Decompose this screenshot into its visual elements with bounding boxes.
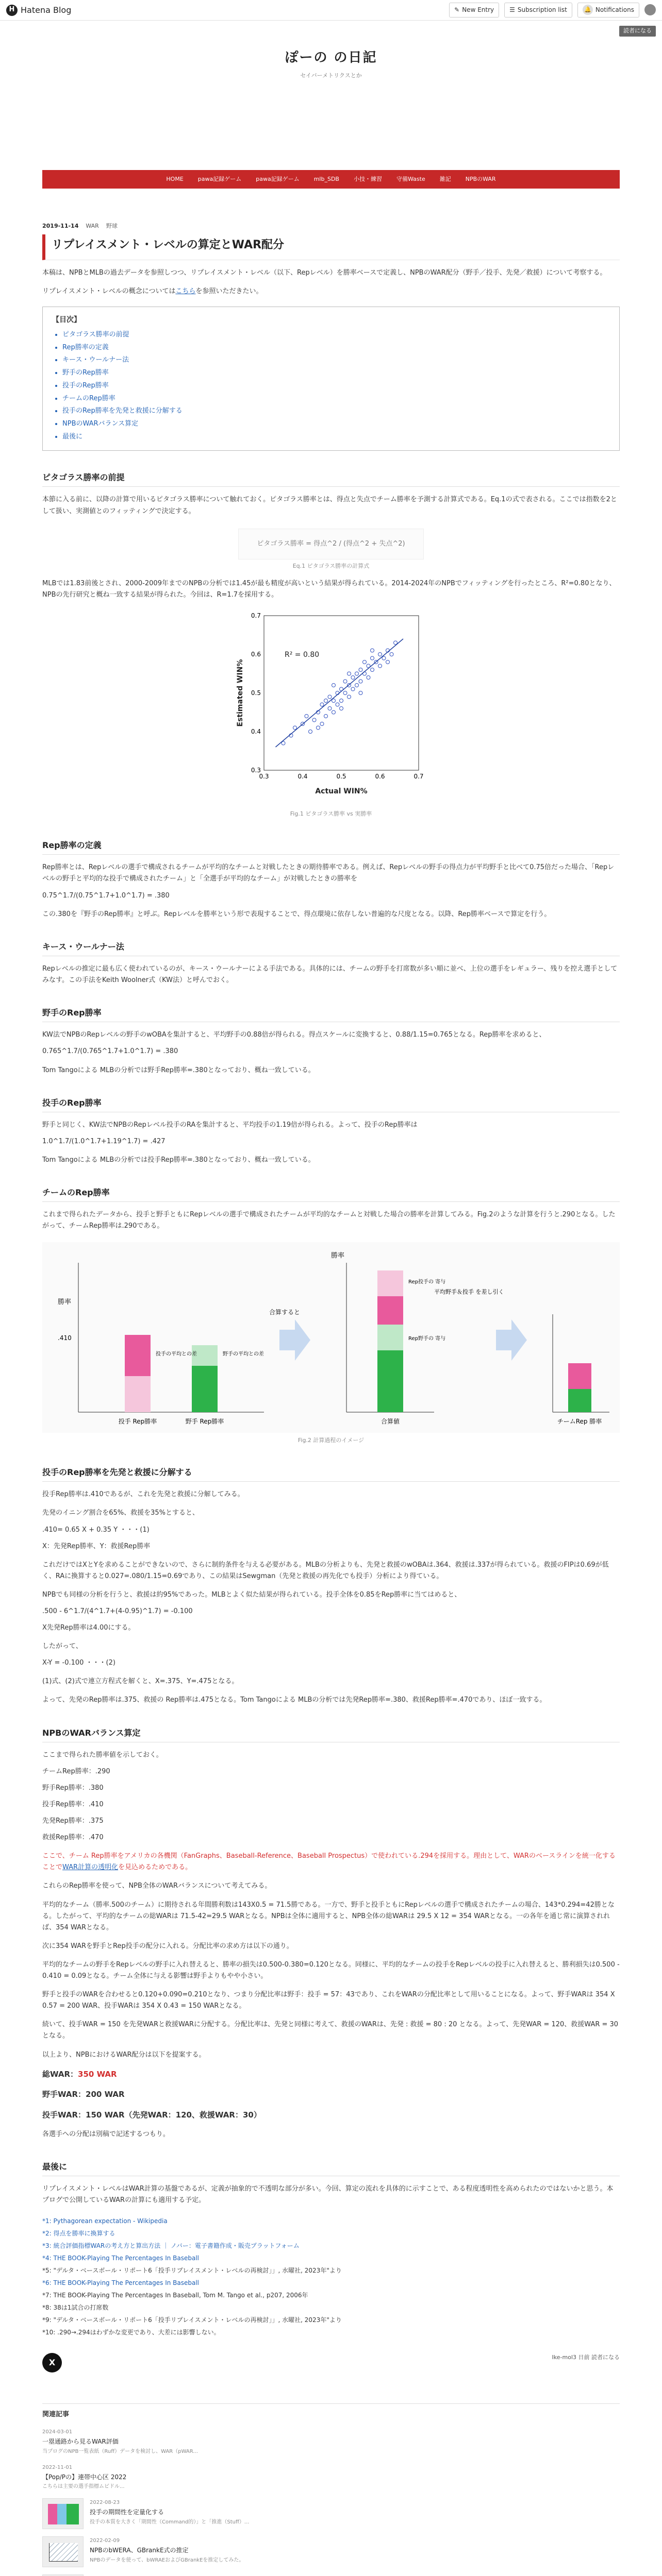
- bar-annotation: 平均野手＆投手 を差し引く: [434, 1289, 504, 1296]
- equation: .410= 0.65 X + 0.35 Y ・・・(1): [42, 1526, 150, 1534]
- highlight-text: を見込めるためである。: [118, 1863, 192, 1872]
- paragraph: 次に354 WARを野手とRep投手の配分に入れる。分配比率の求め方は以下の通り。: [42, 1942, 293, 1950]
- nav-item[interactable]: 守備Waste: [396, 175, 425, 182]
- section-heading: ピタゴラス勝率の前提: [42, 470, 620, 487]
- summary-fielder-war: [42, 2088, 620, 2102]
- related-text: [42, 2463, 126, 2491]
- nav-item[interactable]: NPBのWAR: [465, 175, 496, 182]
- related-date: 2024-03-01: [42, 2429, 73, 2435]
- paragraph: (1)式、(2)式で連立方程式を解くと、X=.375、Y=.475となる。: [42, 1677, 239, 1686]
- bar-segment: [568, 1389, 591, 1412]
- toc-item[interactable]: • 野手のRep勝率: [62, 367, 610, 380]
- equation-note: X：先発Rep勝率、Y：救援Rep勝率: [42, 1542, 151, 1550]
- top-bar: [0, 0, 662, 21]
- bar-label: 野手 Rep勝率: [185, 1418, 224, 1426]
- subscription-list-button[interactable]: [504, 3, 572, 17]
- bar-label: 投手 Rep勝率: [118, 1418, 157, 1426]
- bar-annotation: Rep投手の 寄与: [408, 1279, 446, 1285]
- related-date: 2022-11-01: [42, 2464, 73, 2470]
- section-heading: チームのRep勝率: [42, 1185, 620, 1202]
- x-axis-label: Actual WIN%: [315, 787, 368, 795]
- toc-item[interactable]: • NPBのWARバランス算定: [62, 418, 610, 431]
- summary-total-war: [42, 2068, 620, 2081]
- toc-item[interactable]: • 投手のRep勝率: [62, 380, 610, 393]
- footnotes: [42, 2215, 620, 2338]
- toc-item[interactable]: • 最後に: [62, 431, 610, 444]
- bar-segment: [377, 1296, 403, 1325]
- entry-footer-meta: Ike-mol3 日前 読者になる: [552, 2353, 620, 2361]
- category-tag[interactable]: 野球: [106, 223, 118, 229]
- value-line: 救援Rep勝率：.470: [42, 1834, 104, 1842]
- bar-segment: [568, 1363, 591, 1389]
- value-line: 投手Rep勝率：.410: [42, 1801, 104, 1808]
- related-desc: 当プログのNPB一覧表紙（Ruff）データを検討し、WAR（pWAR...: [42, 2448, 198, 2454]
- value-line: チームRep勝率：.290: [42, 1767, 110, 1775]
- related-item[interactable]: [42, 2463, 620, 2491]
- entry-title[interactable]: リプレイスメント・レベルの算定とWAR配分: [42, 234, 620, 260]
- related-desc: こちらは主要の選手指標ムビドル...: [42, 2484, 125, 2490]
- paragraph: 各選手への分配は別稿で記述するつもり。: [42, 2130, 170, 2139]
- paragraph: Rep勝率とは、Repレベルの選手で構成されるチームが平均的なチームと対戦したときの期待勝率である。例えば、Repレベルの野手の得点力が平均野手と比べて0.75倍だった場合、「Repレベルの野手と平均的な投手で構成されたチーム」と「全選手が平均的なチーム」が対戦したときの勝率を: [42, 863, 615, 883]
- summary-pitcher-war: 投手WAR：150 WAR（先発WAR：120、救援WAR：30）: [42, 2110, 261, 2120]
- section-heading: キース・ウールナー法: [42, 940, 620, 956]
- related-thumbnail[interactable]: [42, 2536, 84, 2567]
- x-tick-label: 0.7: [413, 772, 424, 780]
- paragraph: ここまで得られた勝率値を示しておく。: [42, 1751, 163, 1759]
- inline-link[interactable]: WAR計算の透明化: [62, 1863, 119, 1872]
- footnote[interactable]: *1: Pythagorean expectation - Wikipedia: [42, 2217, 168, 2225]
- paragraph: この.380を『野手のRep勝率』と呼ぶ。Repレベルを勝率という形で表現することで、得点環境に依存しない普遍的な尺度となる。以降、Rep勝率ベースで算定を行う。: [42, 910, 551, 918]
- formula-image: ピタゴラス勝率 = 得点^2 / (得点^2 + 失点^2): [238, 529, 424, 560]
- highlight-text: ここで、チーム Rep勝率をアメリカの各機関（FanGraphs、Baseball-Reference、Baseball Prospectus）で使われている.294を採用する。理由として、WARのベースラインを統一化することで: [42, 1852, 616, 1872]
- equation: 0.765^1.7/(0.765^1.7+1.0^1.7) = .380: [42, 1047, 178, 1056]
- related-text: [90, 2498, 249, 2526]
- bar-label: 合算値: [380, 1418, 400, 1426]
- hatena-logo-icon: H: [6, 5, 18, 16]
- toc-item[interactable]: • 投手のRep勝率を先発と救援に分解する: [62, 405, 610, 418]
- paragraph: 投手Rep勝率は.410であるが、これを先発と救援に分解してみる。: [42, 1490, 244, 1499]
- paragraph: Tom Tangoによる MLBの分析では野手Rep勝率=.380となっており、概ね一致している。: [42, 1066, 315, 1074]
- related-thumbnail[interactable]: [42, 2498, 84, 2529]
- figure-caption: Fig.1 ピタゴラス勝率 vs 実勝率: [290, 810, 372, 817]
- new-entry-button[interactable]: [449, 3, 499, 17]
- footnote[interactable]: *6: THE BOOK-Playing The Percentages In Baseball: [42, 2279, 200, 2286]
- bar-annotation: 投手の平均との差: [156, 1351, 197, 1358]
- paragraph: 以上より、NPBにおけるWAR配分は以下を提案する。: [42, 2050, 206, 2059]
- paragraph: Repレベルの推定に最も広く使われているのが、キース・ウールナーによる手法である。具体的には、チームの野手を打席数が多い順に並べ、上位の選手をレギュラー、残りを控え選手としてみなす。この手法をKeith Woolner式（KW法）と呼んでおく。: [42, 964, 618, 985]
- toc-item[interactable]: • Rep勝率の定義: [62, 342, 610, 354]
- user-avatar[interactable]: [644, 4, 656, 15]
- x-tick-label: 0.5: [336, 772, 346, 780]
- blog-header: [0, 21, 662, 98]
- figure-caption: Fig.2 計算過程のイメージ: [297, 1437, 365, 1444]
- notifications-label: Notifications: [595, 6, 634, 14]
- related-title[interactable]: 一塁通路から見るWAR評価: [42, 2438, 119, 2446]
- paragraph: リプレイスメント・レベルはWAR計算の基盤であるが、定義が抽象的で不透明な部分が多い。今回、算定の流れを具体的に示すことで、ある程度透明性を高められたのではないかと思う。本プログで公開しているWARの計算にも適用する予定。: [42, 2185, 614, 2205]
- intro-paragraph: [42, 286, 620, 297]
- global-nav: [42, 170, 620, 189]
- bar-segment: [377, 1270, 403, 1296]
- paragraph: 本節に入る前に、以降の計算で用いるピタゴラス勝率について触れておく。ピタゴラス勝率とは、得点と失点でチーム勝率を予測する計算式である。Eq.1の式で表される。ここでは指数を2として扱い、実測値とのフィッティングで決定する。: [42, 496, 617, 515]
- paragraph: 野手と同じく、KW法でNPBのRepレベル投手のRAを集計すると、平均投手の1.19倍が得られる。よって、投手のRep勝率は: [42, 1121, 418, 1129]
- section-heading: 投手のRep勝率を先発と救援に分解する: [42, 1465, 620, 1482]
- value-label: .410: [58, 1334, 72, 1342]
- table-of-contents: [42, 307, 620, 451]
- paragraph: KW法でNPBのRepレベルの野手のwOBAを集計すると、平均野手の0.88倍が得られる。得点スケールに変換すると、0.88/1.15=0.765となる。Rep勝率を求めると、: [42, 1031, 546, 1039]
- nav-item[interactable]: pawa記録ゲーム: [197, 175, 242, 182]
- related-date: 2022-08-23: [90, 2500, 120, 2506]
- equation: 0.75^1.7/(0.75^1.7+1.0^1.7) = .380: [42, 891, 170, 900]
- paragraph: [42, 1851, 620, 1873]
- diagram-label: 勝率: [58, 1298, 72, 1307]
- nav-item[interactable]: 雑記: [439, 175, 451, 182]
- footnote: *7: THE BOOK-Playing The Percentages In Baseball, Tom M. Tango et al., p207, 2006年: [42, 2291, 308, 2299]
- text: 総WAR：: [42, 2069, 78, 2079]
- section-heading: 投手のRep勝率: [42, 1096, 620, 1112]
- related-entries: [42, 2403, 620, 2576]
- arrow-icon: [496, 1319, 527, 1361]
- paragraph: 続いて、投手WAR = 150 を先発WARと救援WARに分配する。分配比率は、先発と同様に考えて、救援のWARは、先発 : 救援 = 80 : 20 となる。よって、先発WAR = 120、救援WAR = 30 となる。: [42, 2021, 619, 2040]
- intro-paragraph: 本稿は、NPBとMLBの過去データを参照しつつ、リプレイスメント・レベル（以下、Repレベル）を勝率ベースで定義し、NPBのWAR配分（野手／投手、先発／救援）について考察する。: [42, 269, 607, 277]
- section-heading: NPBのWARバランス算定: [42, 1726, 620, 1742]
- footnote: *8: 38は1試合の打席数: [42, 2303, 109, 2311]
- nav-item[interactable]: 小技・練習: [353, 175, 382, 182]
- related-title[interactable]: NPBのbWERA、GBrankE式の推定: [90, 2547, 189, 2554]
- x-share-icon[interactable]: X: [42, 2353, 62, 2372]
- plot-frame: [264, 616, 419, 770]
- y-axis-label: Estimated WIN%: [236, 659, 244, 726]
- formula-caption: Eq.1 ピタゴラス勝率の計算式: [292, 562, 370, 569]
- subscribe-reader-button[interactable]: 読者になる: [619, 26, 656, 37]
- entry-date[interactable]: 2019-11-14: [42, 223, 79, 229]
- related-item[interactable]: [42, 2498, 620, 2529]
- nav-item[interactable]: mlb_SDB: [313, 175, 339, 182]
- paragraph: NPBでも同様の分析を行うと、救援は約95%であった。MLBとよく似た結果が得られている。投手全体を0.85をRep勝率に当てはめると、: [42, 1590, 461, 1599]
- subscription-label: Subscription list: [517, 6, 567, 14]
- related-item[interactable]: [42, 2428, 620, 2455]
- toc-title: 【目次】: [52, 316, 81, 325]
- new-entry-label: New Entry: [462, 6, 494, 14]
- text: 350 WAR: [78, 2069, 117, 2079]
- rep-winrate-diagram: [42, 1242, 620, 1433]
- value-line: 先発Rep勝率：.375: [42, 1817, 104, 1825]
- related-heading: 関連記事: [42, 2411, 70, 2419]
- diagram-label: 勝率: [331, 1252, 345, 1260]
- bar-annotation: Rep野手の 寄与: [408, 1336, 446, 1342]
- y-tick-label: 0.5: [251, 689, 261, 697]
- paragraph: したがって、: [42, 1642, 82, 1651]
- toc-item[interactable]: • キース・ウールナー法: [62, 354, 610, 367]
- bar-label: チームRep 勝率: [557, 1418, 602, 1426]
- paragraph: 先発のイニング割合を65%、救援を35%とすると、: [42, 1509, 200, 1517]
- hatena-blog-logo[interactable]: [6, 3, 71, 17]
- entry-meta: [42, 222, 620, 231]
- toc-item[interactable]: • チームのRep勝率: [62, 393, 610, 405]
- equation: 1.0^1.7/(1.0^1.7+1.19^1.7) = .427: [42, 1137, 166, 1145]
- footnote: *10: .290→.294はわずかな変更であり、大差には影響しない。: [42, 2328, 220, 2336]
- value-line: 野手Rep勝率：.380: [42, 1784, 104, 1792]
- blog-title[interactable]: ぽーの の日記: [285, 50, 377, 65]
- scatter-chart: [233, 611, 429, 806]
- section-heading: Rep勝率の定義: [42, 838, 620, 855]
- entry-body: [42, 267, 620, 2338]
- toc-item[interactable]: • ピタゴラス勝率の前提: [62, 329, 610, 342]
- inline-link[interactable]: こちら: [175, 287, 196, 296]
- equation: X-Y = -0.100 ・・・(2): [42, 1659, 115, 1667]
- bar-segment: [377, 1325, 403, 1350]
- r2-annotation: R² = 0.80: [285, 650, 320, 659]
- y-tick-label: 0.3: [251, 766, 261, 774]
- related-text: [42, 2428, 198, 2455]
- text: 野手WAR：: [42, 2090, 86, 2099]
- pencil-icon: ✎: [454, 6, 460, 14]
- entry-main: [42, 222, 620, 2576]
- bell-icon: 🔔: [583, 5, 593, 15]
- paragraph: MLBでは1.83前後とされ、2000-2009年までのNPBの分析では1.45が最も精度が高いという結果が得られている。2014-2024年のNPBでフィッティングを行ったところ、R²=0.80となり、NPBの先行研究と概ね一致する結果が得られた。今回は、R=1.7を採用する。: [42, 580, 616, 599]
- related-desc: 投手の本質を大きく「期間性（Command的）」と「推進（Stuff）...: [90, 2519, 250, 2525]
- footnote: *9: "デルタ・ベースボール・リポート6「投手リプレイスメント・レベルの再検討」」, 水曜社, 2023年"より: [42, 2316, 342, 2324]
- equation: .500 - 6^1.7/(4^1.7+(4-0.95)^1.7) = -0.100: [42, 1607, 193, 1615]
- section-heading: 最後に: [42, 2160, 620, 2176]
- x-tick-label: 0.6: [375, 772, 385, 780]
- paragraph: これだけではXとYを求めることができないので、さらに制約条件を与える必要がある。MLBの分析よりも、先発と救援のwOBAは.364、救援は.337が得られている。救援のFIPは0.69が低く、RAに換算すると0.027=.080/1.15=0.69であり、この結果はSewgman（先発と救援の再先化でも投手）分析により得ている。: [42, 1561, 609, 1580]
- related-title[interactable]: 【Pop/Pの】連帯中心区 2022: [42, 2473, 127, 2481]
- list-icon: ☰: [509, 6, 515, 14]
- blog-description: セイバーメトリクスとか: [300, 72, 362, 79]
- footnote: *5: "デルタ・ベースボール・リポート6「投手リプレイスメント・レベルの再検討」」, 水曜社, 2023年"より: [42, 2266, 342, 2274]
- text: 200 WAR: [86, 2090, 125, 2099]
- footnote[interactable]: *4: THE BOOK-Playing The Percentages In Baseball: [42, 2254, 200, 2262]
- x-tick-label: 0.4: [297, 772, 308, 780]
- y-tick-label: 0.7: [251, 612, 261, 619]
- paragraph: よって、先発のRep勝率は.375、救援の Rep勝率は.475となる。Tom Tangoによる MLBの分析では先発Rep勝率=.380、救援Rep勝率=.470であり、ほぼ一致する。: [42, 1696, 547, 1704]
- paragraph: これまで得られたデータから、投手と野手ともにRepレベルの選手で構成されたチームが平均的なチームと対戦した場合の勝率を計算してみる。Fig.2のような計算を行うと.290となる。したがって、チームRep勝率は.290である。: [42, 1211, 616, 1230]
- x-tick-label: 0.3: [259, 772, 269, 780]
- arrow-icon: [279, 1319, 310, 1361]
- section-heading: 野手のRep勝率: [42, 1006, 620, 1022]
- paragraph: 野手と投手のWARを合わせると0.120+0.090=0.210となり、つまり分配比率は野手：投手 = 57：43であり、これをWARの分配比率として用いることになる。よって、野手WARは 354 X 0.57 = 200 WAR、投手WARは 354 X 0.43 = 150 WARとなる。: [42, 1991, 615, 2010]
- related-item[interactable]: [42, 2536, 620, 2567]
- equation-note: X先発Rep勝率は4.00にする。: [42, 1624, 135, 1632]
- text: を参照いただきたい。: [195, 287, 263, 296]
- footnote[interactable]: *2: 得点を勝率に換算する: [42, 2229, 115, 2237]
- bar-segment: [192, 1366, 218, 1412]
- related-title[interactable]: 投手の期間性を定量化する: [90, 2509, 164, 2516]
- related-date: 2022-02-09: [90, 2538, 120, 2544]
- paragraph: 平均的なチームの野手をRepレベルの野手に入れ替えると、勝率の損失は0.500-0.380=0.120となる。同様に、平均的なチームの投手をRepレベルの投手に入れ替えると、勝利損失は0.500 - 0.410 = 0.09となる。チーム全体に与える影響は野手よりもやや小さい。: [42, 1960, 620, 1980]
- paragraph: これらのRep勝率を使って、NPB全体のWARバランスについて考えてみる。: [42, 1882, 272, 1890]
- paragraph: Tom Tangoによる MLBの分析では投手Rep勝率=.380となっており、概ね一致している。: [42, 1156, 315, 1164]
- notifications-button[interactable]: [577, 3, 639, 17]
- related-text: [90, 2536, 244, 2564]
- text: リプレイスメント・レベルの概念については: [42, 287, 176, 296]
- footnote[interactable]: *3: 統合評価指標WARの考え方と算出方法 ｜ ノバー：電子書籍作成・販売プラットフォーム: [42, 2242, 300, 2249]
- nav-item[interactable]: pawa記録ゲーム: [256, 175, 300, 182]
- bar-segment: [125, 1335, 151, 1376]
- related-desc: NPBのデータを使って、bWRAEおよびGBrankEを推定してみた。: [90, 2557, 244, 2563]
- nav-home[interactable]: HOME: [166, 175, 184, 182]
- diagram-label: 合算すると: [269, 1309, 301, 1316]
- brand-name: Hatena Blog: [21, 5, 72, 15]
- bar-segment: [377, 1350, 403, 1412]
- paragraph: 平均的なチーム（勝率.500のチーム）に期待される年間勝利数は143X0.5 = 71.5勝である。一方で、野手と投手ともにRepレベルの選手で構成されたチームの場合、143*0.294=42勝となる。したがって、平均的なチームの総WARは 71.5-42=29.5 WARとなる。NPBは全体に適用すると、NPB全体の総WARは 29.5 X 12 = 354 WARとなる。一の各年を通じ常に演算されれば、354 WARとなる。: [42, 1901, 615, 1931]
- category-tag[interactable]: WAR: [86, 223, 99, 229]
- top-actions: [449, 3, 656, 17]
- bar-annotation: 野手の平均との差: [223, 1351, 264, 1358]
- y-tick-label: 0.6: [251, 650, 261, 658]
- y-tick-label: 0.4: [251, 727, 261, 735]
- bar-segment: [125, 1376, 151, 1412]
